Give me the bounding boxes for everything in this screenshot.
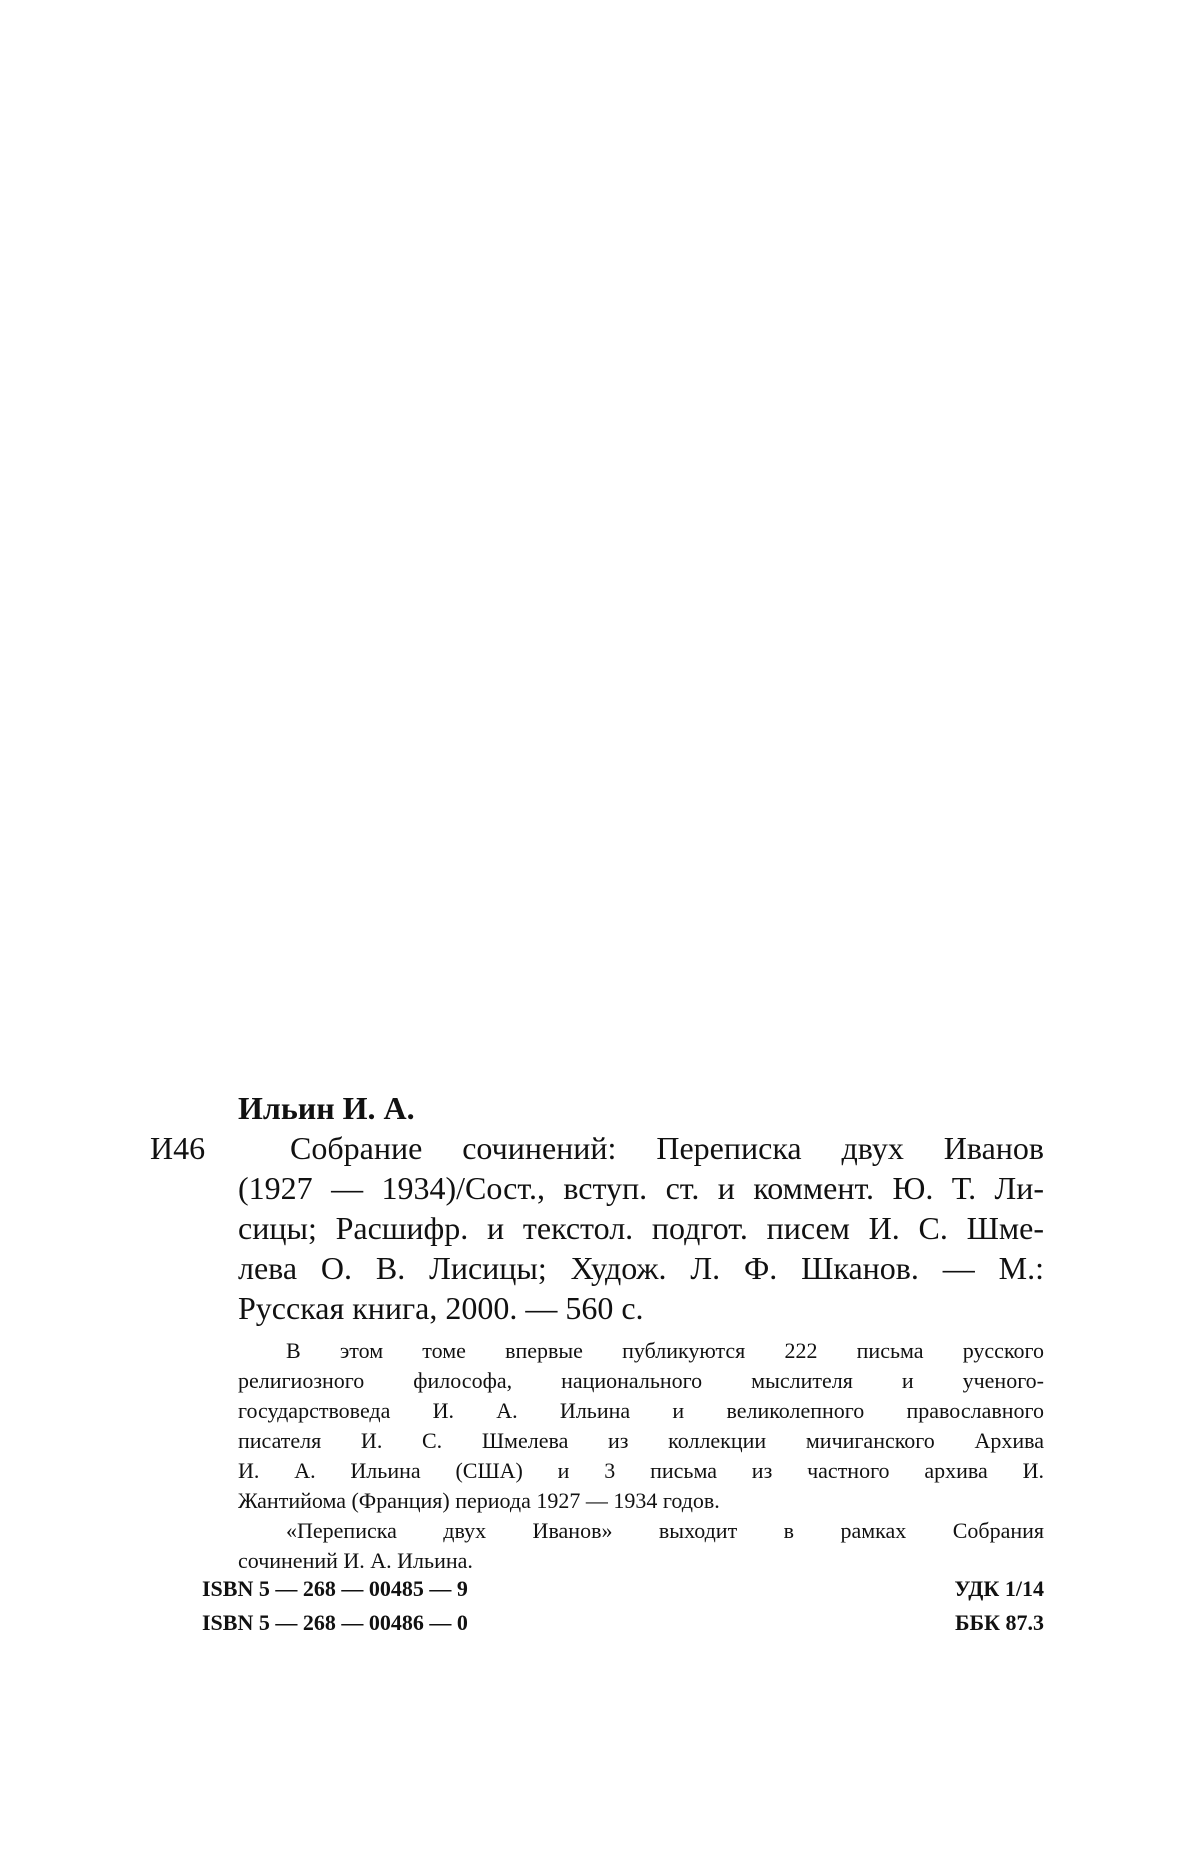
annotation-line: «Переписка двух Иванов» выходит в рамках Собрания [286, 1518, 1044, 1543]
annotation-line: В этом томе впервые публикуются 222 письма русского [286, 1338, 1044, 1363]
annotation-line: И. А. Ильина (США) и 3 письма из частного архива И. [238, 1458, 1044, 1483]
catalog-index-code: И46 [150, 1130, 206, 1166]
description-line: Русская книга, 2000. — 560 с. [238, 1290, 644, 1326]
description-line: лева О. В. Лисицы; Худож. Л. Ф. Шканов. — М.: [238, 1250, 1044, 1286]
description-line: сицы; Расшифр. и текстол. подгот. писем И. С. Шме- [238, 1210, 1044, 1246]
codes-row [202, 1572, 1044, 1606]
classification-codes [202, 1572, 1044, 1640]
annotation-line: сочинений И. А. Ильина. [238, 1548, 473, 1573]
annotation-line: религиозного философа, национального мыслителя и ученого- [238, 1368, 1044, 1393]
annotation [238, 1336, 1044, 1576]
annotation-line: писателя И. С. Шмелева из коллекции мичиганского Архива [238, 1428, 1044, 1453]
codes-row [202, 1606, 1044, 1640]
annotation-line: государствоведа И. А. Ильина и великолепного православного [238, 1398, 1044, 1423]
isbn-code: ISBN 5 — 268 — 00486 — 0 [202, 1610, 468, 1635]
description-line: (1927 — 1934)/Сост., вступ. ст. и коммент. Ю. Т. Ли- [238, 1170, 1044, 1206]
isbn-code: ISBN 5 — 268 — 00485 — 9 [202, 1576, 468, 1601]
description-line: Собрание сочинений: Переписка двух Иванов [290, 1130, 1044, 1166]
annotation-line: Жантийома (Франция) периода 1927 — 1934 годов. [238, 1488, 720, 1513]
author-heading: Ильин И. А. [238, 1090, 415, 1126]
bbk-code: ББК 87.3 [954, 1610, 1044, 1635]
bibliographic-description [238, 1128, 1044, 1328]
udk-code: УДК 1/14 [954, 1576, 1044, 1601]
